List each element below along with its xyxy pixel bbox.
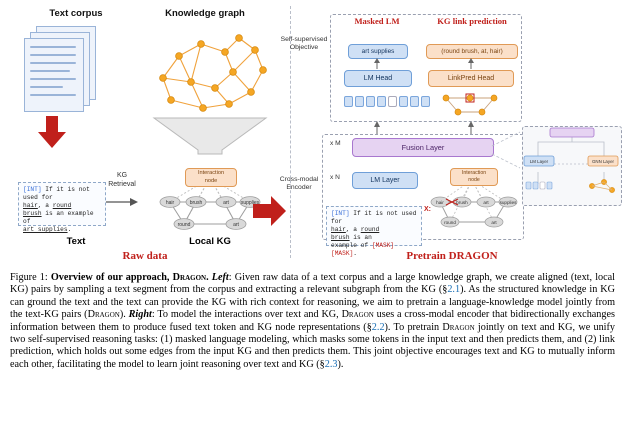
masked-text-brush: brush xyxy=(331,234,350,241)
sample-text-period: . xyxy=(67,226,72,233)
svg-text:GNN Layer: GNN Layer xyxy=(592,159,614,165)
pretrain-dragon-title: Pretrain DRAGON xyxy=(406,250,498,262)
layer-detail-connectors xyxy=(522,126,620,204)
masked-text-line1: If it is not used for xyxy=(331,210,417,225)
doc-line xyxy=(30,46,76,48)
token xyxy=(377,96,386,107)
masked-text-round: round xyxy=(360,226,380,233)
token xyxy=(366,96,375,107)
masked-text-mask: [MASK] [MASK] xyxy=(331,242,395,257)
masked-lm-title: Masked LM xyxy=(354,16,400,26)
encoder-label: Cross-modal Encoder xyxy=(279,176,319,192)
local-kg-label: Local KG xyxy=(189,236,231,247)
masked-text-box xyxy=(326,206,422,257)
caption-ref-2[interactable]: 2.2 xyxy=(371,321,385,333)
caption-lead: Overview of our approach, xyxy=(50,272,173,283)
svg-text:round: round xyxy=(177,222,191,228)
masked-text-mid: is an xyxy=(349,234,372,241)
masked-text-line4a: example of xyxy=(331,242,372,249)
doc-line xyxy=(30,86,63,88)
sample-text-hair: hair xyxy=(23,202,38,209)
svg-text:hair: hair xyxy=(165,200,175,206)
masked-text-hair: hair xyxy=(331,226,346,233)
caption-right-word: Right xyxy=(128,309,152,321)
svg-text:LM Layer: LM Layer xyxy=(529,159,549,165)
sample-text-prefix: [INT] xyxy=(23,186,42,193)
caption-fig-label: Figure 1: xyxy=(10,272,48,283)
caption-model-name-2: Dragon xyxy=(87,309,120,321)
svg-text:brush: brush xyxy=(456,199,468,205)
caption-p8: ). xyxy=(337,358,344,370)
svg-text:round: round xyxy=(444,219,456,225)
masked-text-sep: , a xyxy=(345,226,361,233)
doc-line xyxy=(30,54,76,56)
svg-text:art: art xyxy=(491,219,497,225)
kg-retrieval-funnel-icon xyxy=(150,116,270,156)
caption-p3: ). xyxy=(119,309,129,321)
knowledge-graph-label: Knowledge graph xyxy=(165,8,245,19)
linkpred-head-box: LinkPred Head xyxy=(428,70,514,87)
sample-text-round: round xyxy=(52,202,72,209)
linkpred-mini-kg xyxy=(432,92,512,118)
sample-text-artsupplies: art supplies xyxy=(23,226,68,233)
svg-text:art: art xyxy=(223,200,229,206)
lm-head-box: LM Head xyxy=(344,70,412,87)
text-corpus-label: Text corpus xyxy=(49,8,103,19)
kg-retrieval-label: KG Retrieval xyxy=(108,172,136,188)
caption-p6: ). To pretrain xyxy=(384,321,443,333)
svg-text:art: art xyxy=(233,222,239,228)
svg-text:supplies: supplies xyxy=(499,199,517,205)
kg-link-answer: (round brush, at, hair) xyxy=(426,44,518,59)
doc-line xyxy=(30,70,70,72)
caption-model-name: Dragon xyxy=(172,272,207,283)
raw-data-title: Raw data xyxy=(122,250,168,262)
caption-model-name-4: Dragon xyxy=(442,321,475,333)
token xyxy=(421,96,430,107)
doc-line xyxy=(30,94,76,96)
caption-p5: uses a cross-modal encoder that bidirectionally exchanges information between them to produce fused text token and KG node representations (§ xyxy=(10,309,615,333)
svg-text:art: art xyxy=(483,199,489,205)
sample-text-mid: is an example of xyxy=(23,210,94,225)
pretrain-arrow-right-icon xyxy=(253,196,287,226)
svg-text:hair: hair xyxy=(436,199,444,205)
svg-text:supplies: supplies xyxy=(240,200,260,206)
svg-text:brush: brush xyxy=(189,200,203,206)
objective-label: Self-supervised Objective xyxy=(280,36,328,52)
x-n-label: x N xyxy=(330,174,340,181)
doc-line xyxy=(30,78,76,80)
kg-link-title: KG link prediction xyxy=(437,16,507,26)
doc-line xyxy=(30,62,76,64)
sample-text-sep: , a xyxy=(37,202,53,209)
caption-model-name-3: Dragon xyxy=(341,309,374,321)
caption-p2: ). As the structured knowledge in KG can ground the text and the text can provide the KG with rich context for reasoning, we aim to pretrain a language-knowledge model jointly from the text-KG pairs ( xyxy=(10,284,615,321)
text-label: Text xyxy=(66,236,86,247)
masked-lm-answer: art supplies xyxy=(348,44,408,59)
masked-text-prefix: [INT] xyxy=(331,210,350,217)
knowledge-graph-edges xyxy=(143,26,283,116)
corpus-doc-front xyxy=(24,38,84,112)
lm-token-row xyxy=(344,96,430,107)
sample-text-box xyxy=(18,182,106,233)
token xyxy=(344,96,353,107)
token xyxy=(355,96,364,107)
lm-layer-box: LM Layer xyxy=(352,172,418,189)
sample-arrow-down-icon xyxy=(36,116,76,150)
token xyxy=(399,96,408,107)
inset-connector xyxy=(490,130,530,170)
interaction-node-right: Interaction node xyxy=(450,168,498,186)
figure-caption xyxy=(10,272,615,371)
caption-p7: jointly on text and KG, we unify two self-supervised reasoning tasks: (1) masked language modeling, which masks some tokens in the input text and then predicts them, and (2) link prediction, which holds out some edges from the input KG and then predicts them. This joint objective encourages text and KG to mutually inform each other, facilitating the model to learn joint reasoning over text and KG (§ xyxy=(10,321,616,370)
caption-after-name: . xyxy=(206,272,212,283)
caption-p4: : To model the interactions over text and KG, xyxy=(151,309,342,321)
sample-text-line1: If it is not used for xyxy=(23,186,90,201)
head-to-answer-arrows xyxy=(330,58,530,70)
interaction-node-left: Interaction node xyxy=(185,168,237,187)
x-m-label: x M xyxy=(330,140,341,147)
caption-ref-3[interactable]: 2.3 xyxy=(324,358,338,370)
fusion-layer-box: Fusion Layer xyxy=(352,138,494,157)
token xyxy=(410,96,419,107)
sample-text-brush: brush xyxy=(23,210,42,217)
caption-left-word: Left xyxy=(211,272,229,283)
token xyxy=(388,96,397,107)
masked-text-period: . xyxy=(353,250,357,257)
caption-p1: : Given raw data of a text corpus and a large knowledge graph, we create aligned (text, local KG) pairs by sampling a text segment from the corpus and extracting a relevant subgraph from the KG (§ xyxy=(10,272,616,296)
x-mark-label: X: xyxy=(424,206,431,213)
caption-ref-1[interactable]: 2.1 xyxy=(447,284,461,296)
